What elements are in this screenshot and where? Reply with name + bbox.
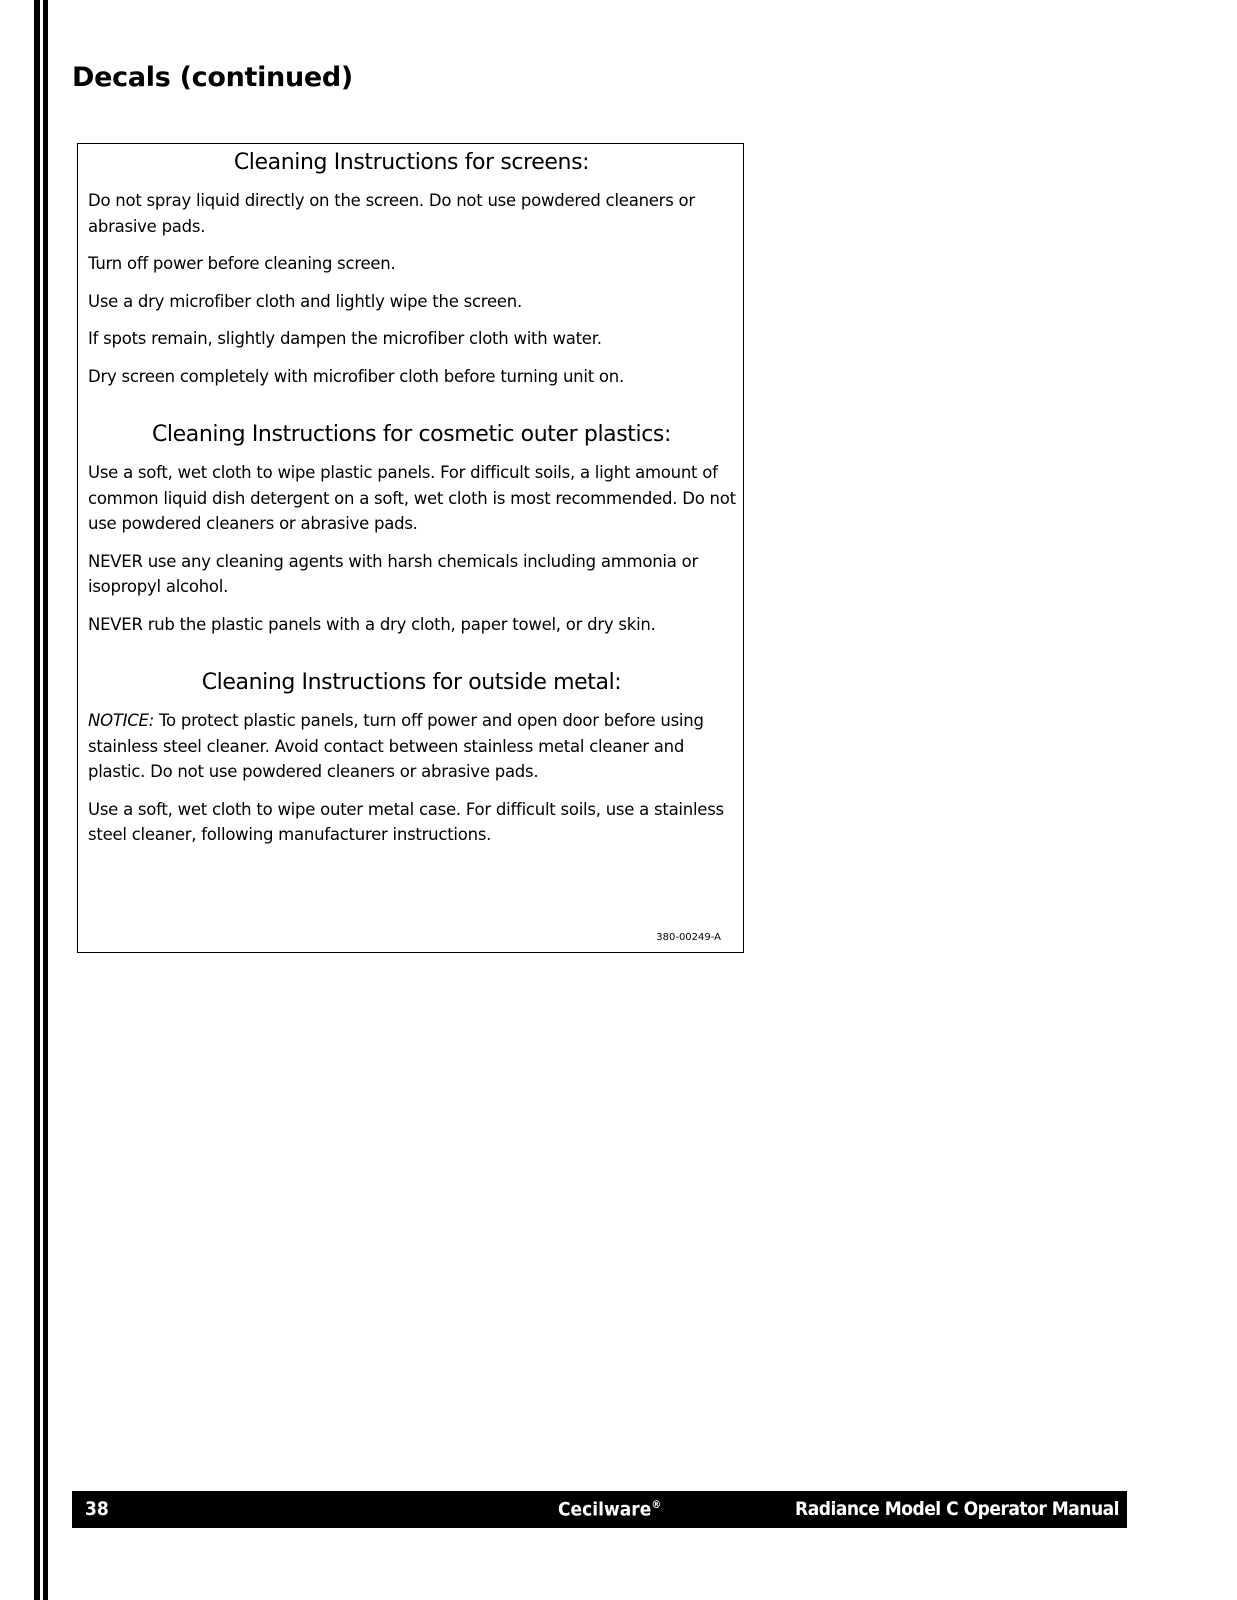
instruction-paragraph: Dry screen completely with microfiber cloth before turning unit on. xyxy=(88,366,624,386)
page-footer xyxy=(72,1491,1127,1528)
manual-title: Radiance Model C Operator Manual xyxy=(795,1498,1119,1520)
notice-text: To protect plastic panels, turn off power and open door before using stainless steel cleaner. Avoid contact between stainless metal cleaner and plastic. Do not use powdered cleaners or abrasive pads. xyxy=(88,711,704,781)
page-number: 38 xyxy=(85,1498,109,1520)
instruction-paragraph: Turn off power before cleaning screen. xyxy=(88,254,396,273)
brand-text: Cecilware xyxy=(558,1498,652,1521)
instruction-paragraph: NEVER use any cleaning agents with harsh chemicals including ammonia or isopropyl alcohol. xyxy=(88,551,698,596)
section-heading-screens: Cleaning Instructions for screens: xyxy=(233,150,590,175)
section-heading-plastics: Cleaning Instructions for cosmetic outer plastics: xyxy=(151,422,672,447)
instruction-paragraph: Use a dry microfiber cloth and lightly wipe the screen. xyxy=(88,291,522,311)
instruction-paragraph: Use a soft, wet cloth to wipe outer metal case. For difficult soils, use a stainless steel cleaner, following manufacturer instructions. xyxy=(88,799,724,844)
registered-mark: ® xyxy=(651,1498,662,1511)
notice-label: NOTICE: xyxy=(88,711,155,730)
page-title: Decals (continued) xyxy=(72,62,353,93)
instruction-paragraph: If spots remain, slightly dampen the microfiber cloth with water. xyxy=(88,329,602,348)
notice-paragraph xyxy=(88,708,743,785)
section-heading-metal: Cleaning Instructions for outside metal: xyxy=(201,670,622,695)
brand-name xyxy=(558,1498,661,1520)
left-margin-bar xyxy=(34,0,40,1600)
instruction-paragraph: NEVER rub the plastic panels with a dry cloth, paper towel, or dry skin. xyxy=(88,614,656,634)
part-number: 380-00249-A xyxy=(656,932,721,943)
instruction-paragraph: Use a soft, wet cloth to wipe plastic panels. For difficult soils, a light amount of common liquid dish detergent on a soft, wet cloth is most recommended. Do not use powdered cleaners or abrasive pads. xyxy=(88,463,736,533)
left-margin-bar xyxy=(43,0,48,1600)
instruction-paragraph: Do not spray liquid directly on the screen. Do not use powdered cleaners or abrasive pads. xyxy=(88,191,695,236)
cleaning-decal xyxy=(77,143,744,953)
